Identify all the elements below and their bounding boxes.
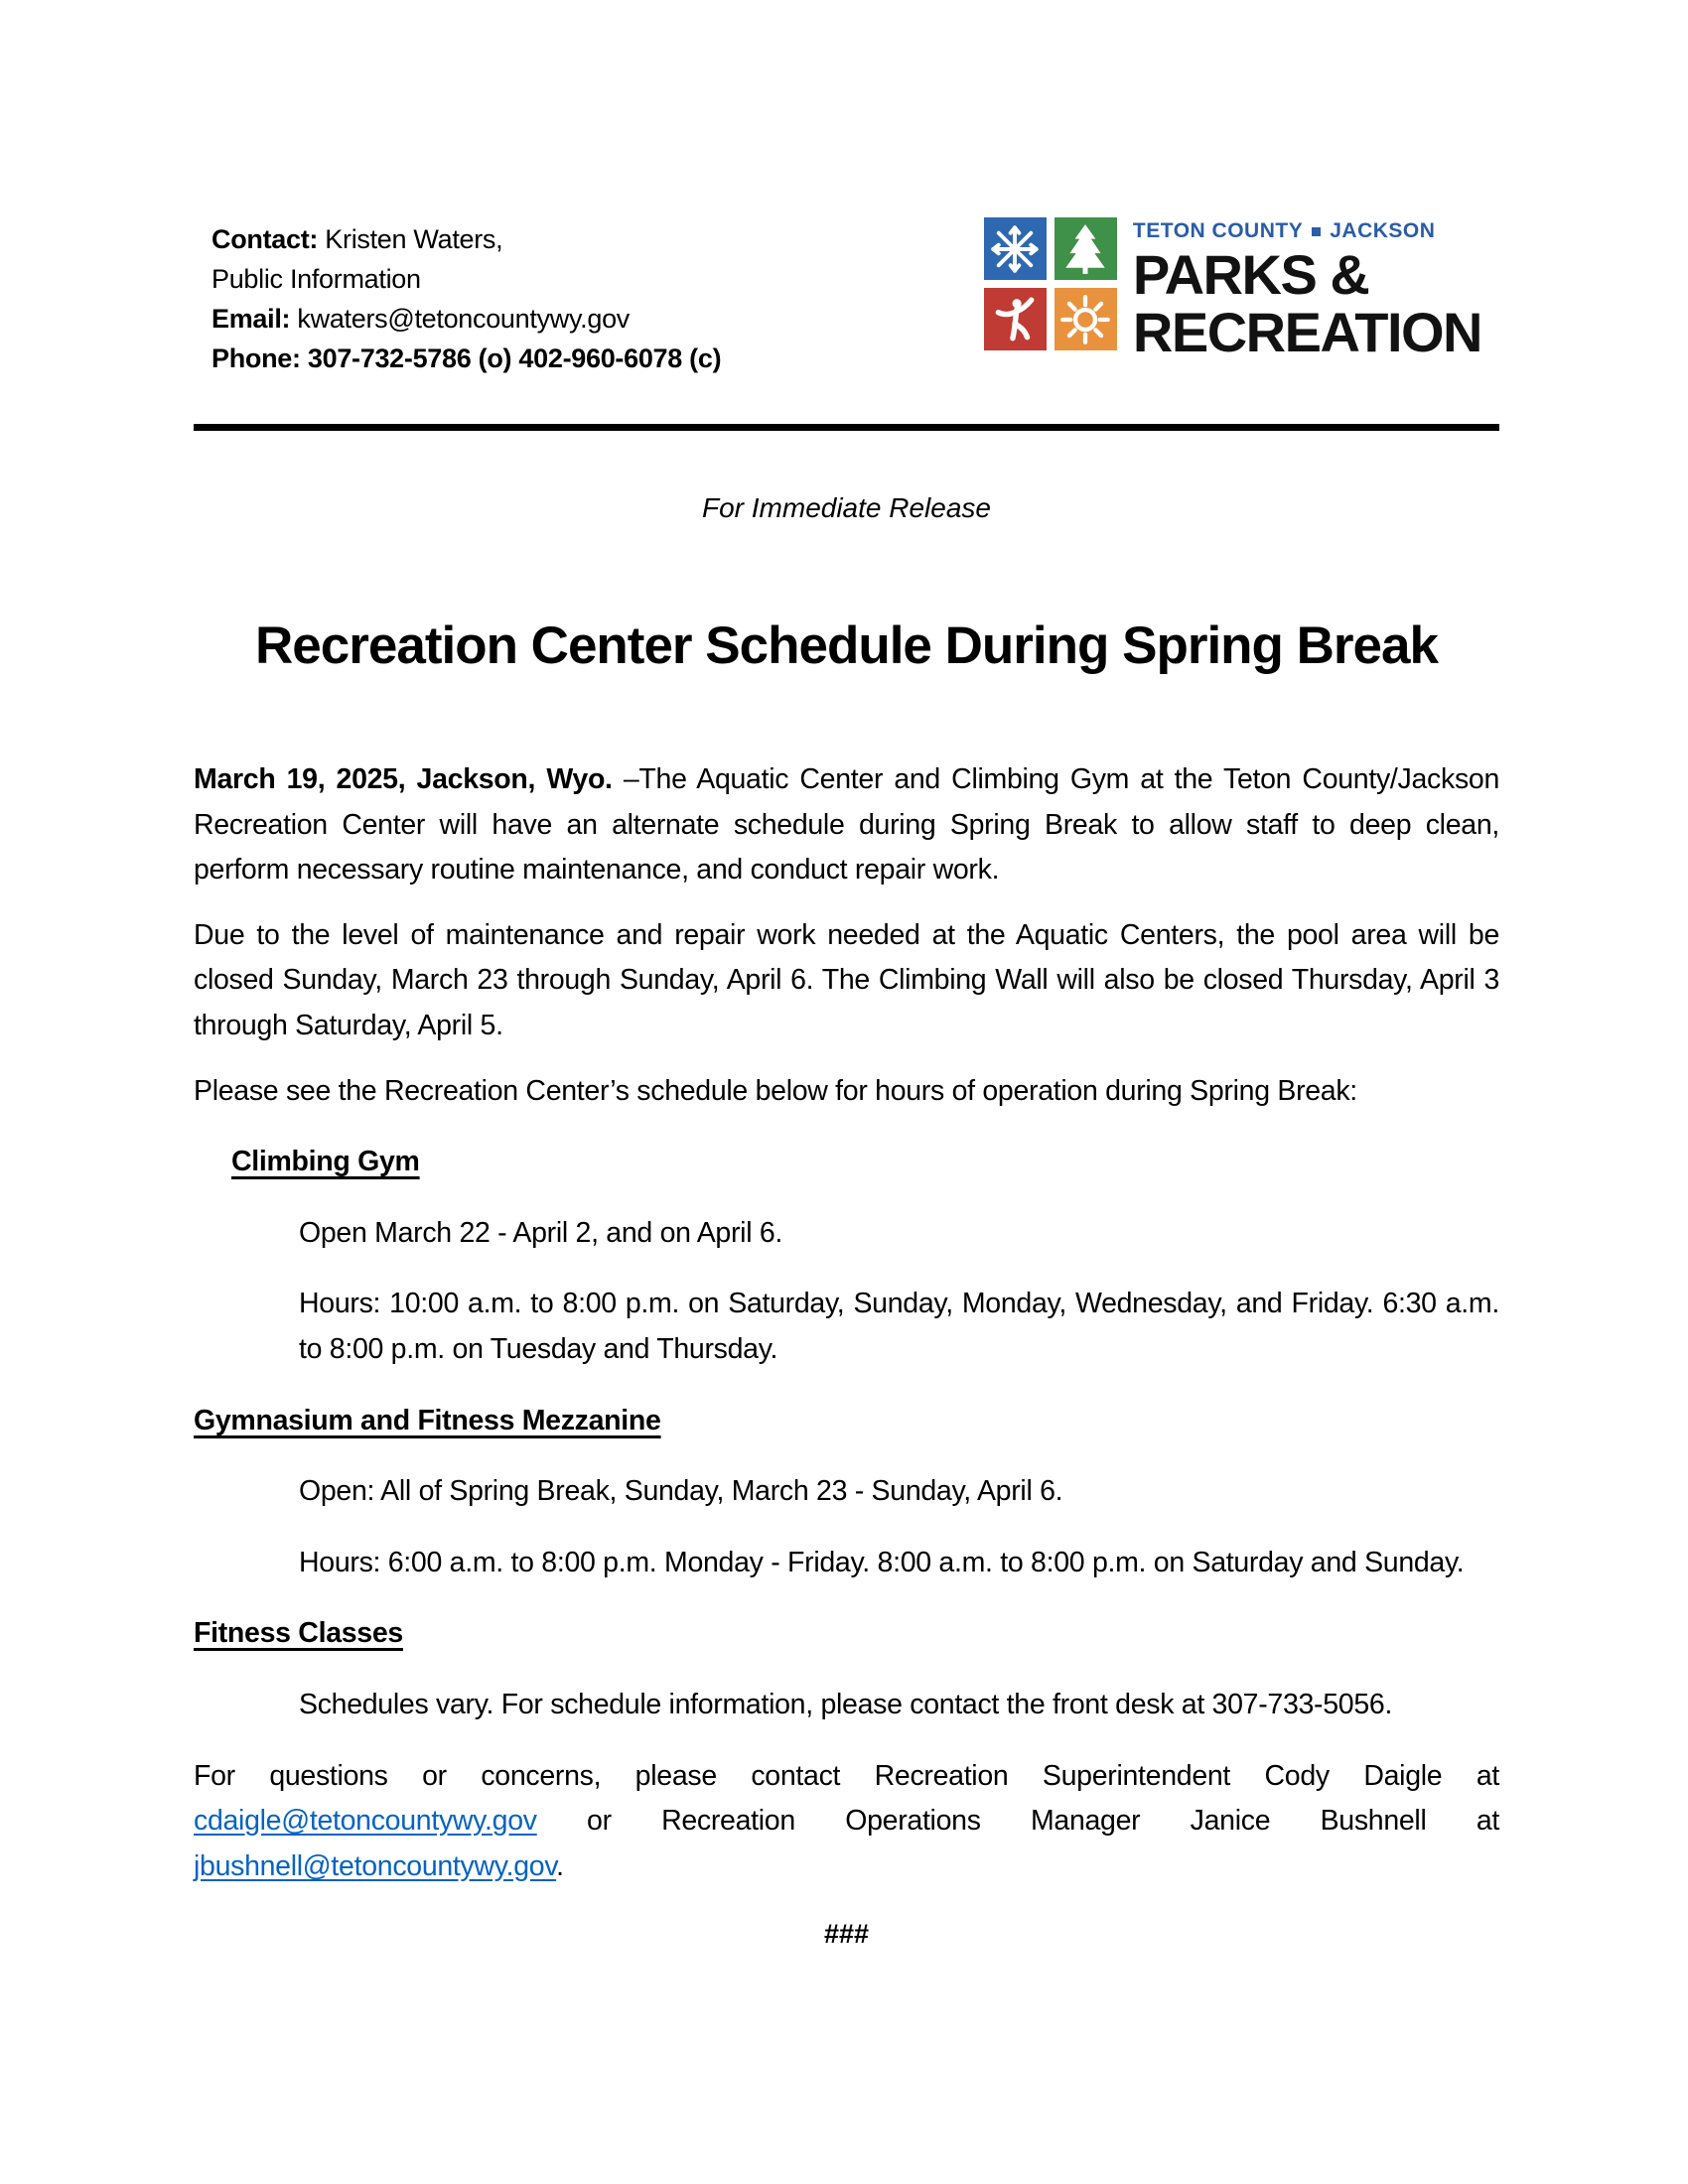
section-heading-gymnasium: Gymnasium and Fitness Mezzanine: [194, 1404, 661, 1436]
document-body: [194, 757, 1499, 1956]
logo-parks-line: PARKS &: [1132, 243, 1369, 306]
contact-line: [211, 219, 721, 259]
dancing-figure-icon: [990, 294, 1040, 345]
paragraph-intro-text: –The Aquatic Center and Climbing Gym at the Teton County/Jackson Recreation Center will have an alternate schedule during Spring Break to allow staff to deep clean, perform necessary routine maintenance, and conduct repair work.: [194, 763, 1499, 887]
winter-tile: [984, 217, 1047, 280]
section-heading-fitness-classes: Fitness Classes: [194, 1617, 403, 1650]
contact-block: [194, 204, 721, 378]
sun-icon: [1059, 294, 1111, 345]
summer-tile: [1055, 288, 1117, 350]
cdaigle-email-link[interactable]: cdaigle@tetoncountywy.gov: [194, 1805, 537, 1838]
snowflake-icon: [989, 223, 1041, 275]
release-line: For Immediate Release: [701, 492, 991, 523]
closing-text-3: .: [556, 1849, 564, 1882]
paragraph-closures: Due to the level of maintenance and repair work needed at the Aquatic Centers, the pool area will be closed Sunday, March 23 through Sunday, April 6. The Climbing Wall will also be closed Thursday, April 3 through Saturday, April 5.: [194, 918, 1499, 1041]
square-separator-icon: [1312, 227, 1321, 236]
contact-label: Contact:: [211, 224, 319, 254]
contact-dept: Public Information: [211, 264, 421, 294]
gymnasium-open-dates: Open: All of Spring Break, Sunday, March 23 - Sunday, April 6.: [299, 1475, 1063, 1508]
pine-tree-icon: [1060, 222, 1110, 276]
end-mark: ###: [823, 1919, 870, 1950]
page-title: Recreation Center Schedule During Spring Break: [255, 616, 1438, 675]
section-heading-climbing-gym: Climbing Gym: [231, 1146, 420, 1178]
paragraph-contacts: [194, 1754, 1499, 1890]
header-divider: [194, 424, 1499, 431]
closing-text-1: For questions or concerns, please contact Recreation Superintendent Cody Daigle at: [194, 1759, 1499, 1792]
logo-tiles: [984, 217, 1117, 358]
climbing-gym-hours: Hours: 10:00 a.m. to 8:00 p.m. on Saturday, Sunday, Monday, Wednesday, and Friday. 6:30 a.m. to 8:00 p.m. on Tuesday and Thursday.: [299, 1288, 1499, 1365]
tagline-teton-county: TETON COUNTY: [1132, 219, 1304, 242]
contact-name: Kristen Waters,: [318, 224, 503, 254]
dateline: March 19, 2025, Jackson, Wyo.: [194, 763, 613, 795]
tagline-jackson: JACKSON: [1330, 219, 1436, 242]
logo-wordmark: [1132, 217, 1481, 364]
recreation-tile: [984, 288, 1047, 350]
closing-text-2: or Recreation Operations Manager Janice Bushnell at: [536, 1805, 1499, 1838]
fitness-classes-info: Schedules vary. For schedule information, please contact the front desk at 307-733-5056.: [299, 1688, 1393, 1720]
forest-tile: [1055, 217, 1117, 280]
jbushnell-email-link[interactable]: jbushnell@tetoncountywy.gov: [194, 1849, 557, 1882]
email-label: Email:: [211, 304, 291, 334]
climbing-gym-open-dates: Open March 22 - April 2, and on April 6.: [299, 1216, 783, 1249]
header: [194, 204, 1499, 378]
logo-recreation-line: RECREATION: [1132, 301, 1481, 364]
logo-tagline: [1133, 219, 1481, 243]
gymnasium-hours: Hours: 6:00 a.m. to 8:00 p.m. Monday - Friday. 8:00 a.m. to 8:00 p.m. on Saturday and Sunday.: [299, 1546, 1465, 1578]
contact-phone-line: Phone: 307-732-5786 (o) 402-960-6078 (c): [211, 343, 722, 373]
contact-email: kwaters@tetoncountywy.gov: [290, 304, 630, 334]
contact-email-line: [211, 299, 721, 339]
paragraph-intro: [194, 757, 1499, 893]
paragraph-schedule-note: Please see the Recreation Center’s schedule below for hours of operation during Spring Break:: [194, 1074, 1357, 1107]
parks-recreation-logo: [984, 217, 1481, 364]
